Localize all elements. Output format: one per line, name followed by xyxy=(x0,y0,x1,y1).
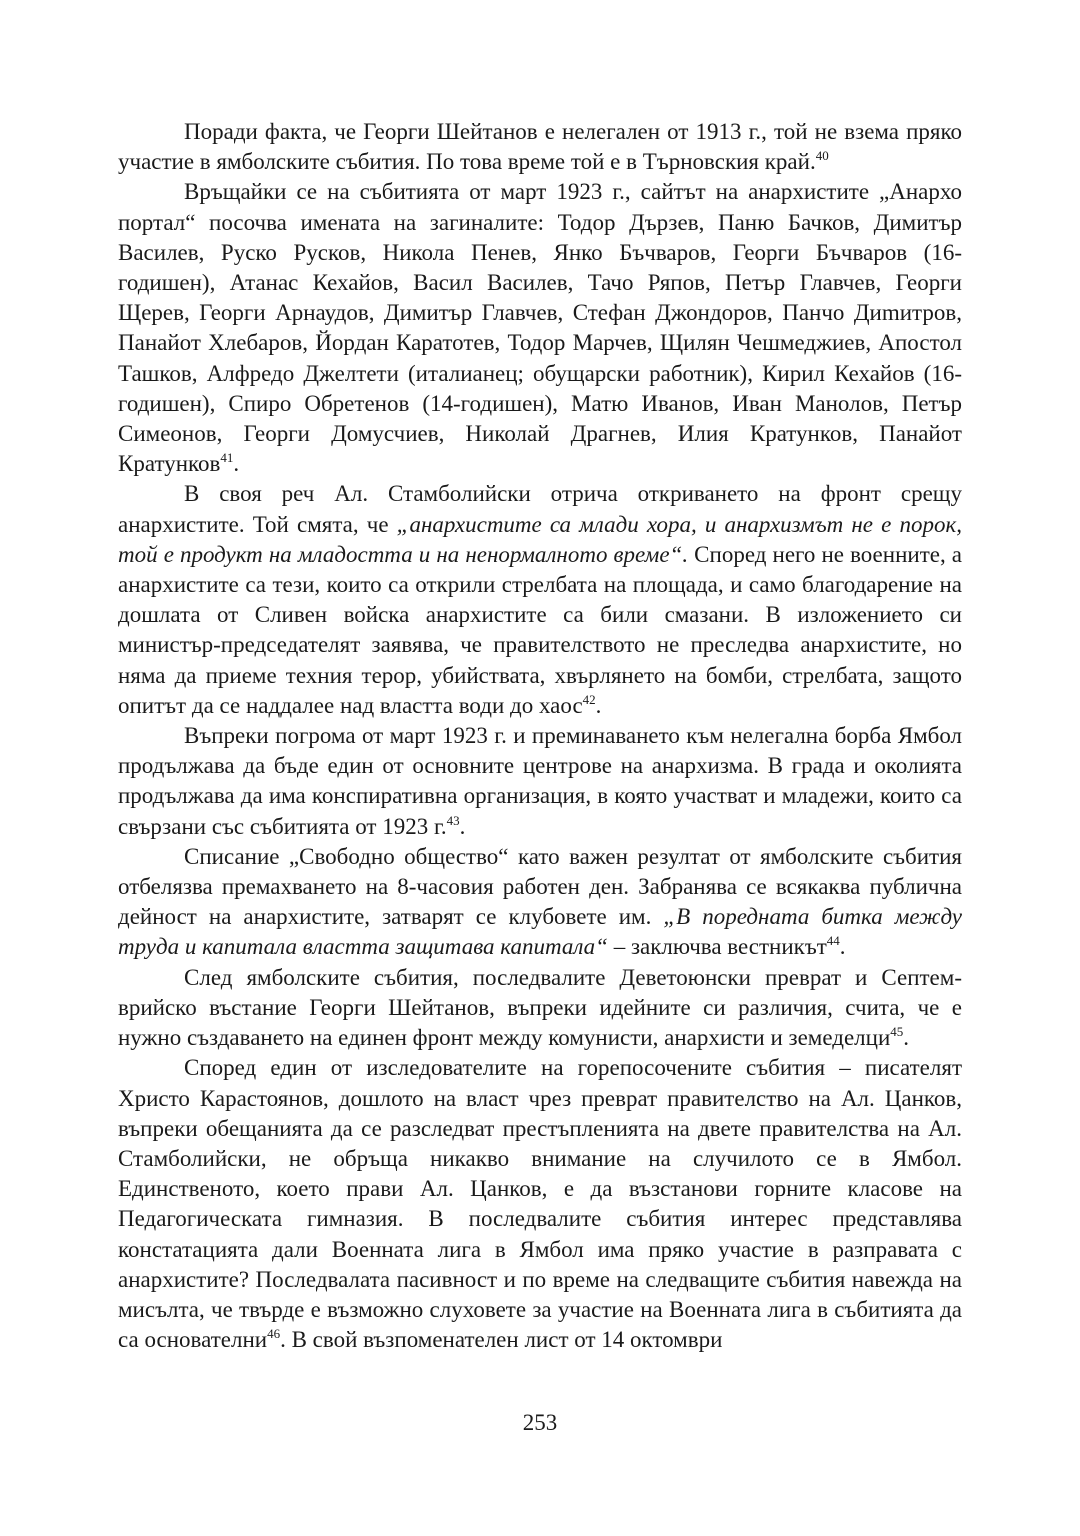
page-number: 253 xyxy=(522,1410,558,1435)
footnote-marker: 45 xyxy=(890,1024,904,1040)
text-run: . В свой възпоменателен лист от 14 октомври xyxy=(280,1327,723,1353)
text-run: Според един от изследователите на горепосочените събития – писателят Христо Карастоянов, дошлото на власт чрез преврат правителство на Ал. Цанков, въпреки обещанията да се разследват престъпленията на двете правителства на Ал. Стамболийски, не обръща никакво внимание на случилото се в Ямбол. Единственото, което прави Ал. Цанков, е да възстанови горните класове на Педагогическата гимназия. В последвалите събития интерес представлява констатацията дали Военната лига в Ямбол има пряко участие в разправата с анархистите? Последвалата пасивност и по време на следващите събития навежда на мисълта, че твърде е възможно слуховете за участие на Военната лига в събитията да са основателни xyxy=(118,1055,962,1353)
footnote-marker: 43 xyxy=(446,812,460,828)
footnote-marker: 42 xyxy=(582,691,596,707)
paragraph xyxy=(118,963,962,1054)
text-run: Поради факта, че Георги Шейтанов е нелегален от 1913 г., той не взема пряко участие в ямболските събития. По това време той е в Търновския край. xyxy=(118,119,962,175)
text-run: – заключва вестникът xyxy=(607,934,827,960)
footnote-marker: 41 xyxy=(220,450,234,466)
text-run: След ямболските събития, последвалите Деветоюнски преврат и Септемврийско въстание Георги Шейтанов, въпреки идейните си различия, счита, че е нужно създаването на единен фронт между комунисти, анархисти и земеделци xyxy=(118,964,962,1051)
text-run: . xyxy=(459,813,466,839)
paragraph xyxy=(118,721,962,842)
text-run: . xyxy=(903,1025,910,1051)
text-run: Списание „Свободно общество“ като важен резултат от ямболските събития отбелязва премахването на 8-часовия работен ден. Забранява се всякаква публична дейност на анархистите, затварят се клубовете им. xyxy=(118,843,962,930)
text-run: Връщайки се на събитията от март 1923 г., сайтът на анархистите „Анархо портал“ посочва имената на загиналите: Тодор Дързев, Паню Бачков, Димитър Василев, Руско Русков, Никола Пенев, Янко Бъчваров, Георги Бъчваров (16-годишен), Атанас Кехайов, Васил Василев, Тачо Ряпов, Петър Главчев, Георги Щерев, Георги Арнаудов, Димитър Главчев, Стефан Джондоров, Панчо Диmитров, Панайот Хлебаров, Йордан Каратотев, Тодор Марчев, Щилян Чешмеджиев, Апостол Ташков, Алфредо Джелтети (италианец; обущарски работник), Кирил Кехайов (16-годишен), Спиро Обретенов (14-годишен), Матю Иванов, Иван Манолов, Петър Симеонов, Георги Домусчиев, Николай Драгнев, Илия Кратунков, Панайот Кратунков xyxy=(118,179,962,477)
text-run: Според него не военните, а анархистите са тези, които са открили стрелбата на площада, и само благодарение на дошлата от Сливен войска анархистите са били смазани. В изложението си министър-председателят заявява, че правителството не преследва анархистите, но няма да приеме техния терор, убийствата, хвърлянето на бомби, стрелбата, защото опитът да се наддалее над властта води до хаос xyxy=(118,541,962,718)
text-run: В своя реч Ал. Стамболийски отрича откриването на фронт срещу анархистите. Той смята, че xyxy=(118,481,962,537)
text-run: . xyxy=(839,934,846,960)
paragraph xyxy=(118,1053,962,1355)
italic-quote: „В поредната битка между труда и капитала властта защитава капитала“ xyxy=(118,904,962,960)
footnote-marker: 40 xyxy=(815,148,829,164)
text-run: Въпреки погрома от март 1923 г. и преминаването към нелегална борба Ямбол продължава да бъде един от основните центрове на анархизма. В града и околията продължава да има конспиративна организация, в която участват и младежи, които са свързани със събитията от 1923 г. xyxy=(118,723,962,839)
italic-quote: „анархистите са млади хора, и анархизмът не е порок, той е продукт на младостта и на ненормалното време“. xyxy=(118,511,962,567)
paragraph xyxy=(118,117,962,177)
page-body xyxy=(118,117,962,1355)
paragraph xyxy=(118,177,962,479)
footnote-marker: 44 xyxy=(826,933,840,949)
paragraph xyxy=(118,479,962,721)
paragraph xyxy=(118,842,962,963)
text-run: . xyxy=(233,451,240,477)
text-run: . xyxy=(595,692,602,718)
footnote-marker: 46 xyxy=(267,1326,281,1342)
